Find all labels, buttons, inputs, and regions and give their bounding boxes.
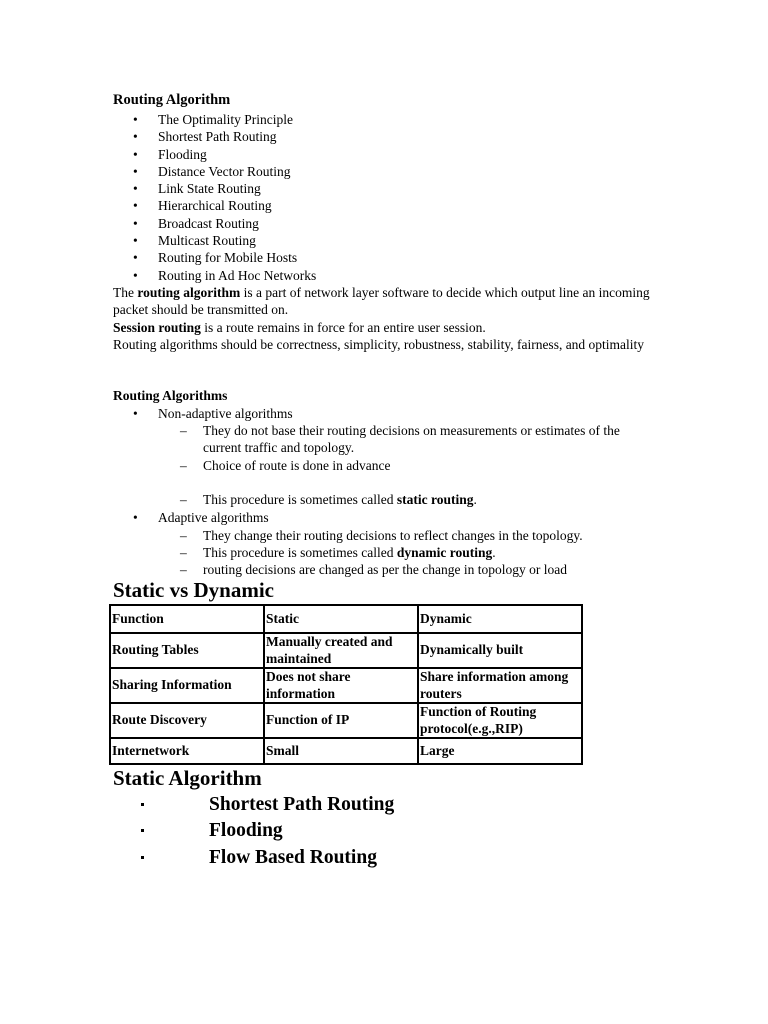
bullet-icon: •	[133, 198, 138, 214]
list-item-text: Routing for Mobile Hosts	[158, 250, 298, 266]
table-cell: Function of Routing protocol(e.g.,RIP)	[418, 703, 582, 738]
sub-item	[180, 457, 650, 474]
sub-item	[180, 544, 650, 561]
paragraph-bold-term: routing algorithm	[137, 285, 241, 300]
table-cell: Large	[418, 738, 582, 764]
sub-item-text: .	[473, 492, 477, 507]
paragraph-routing-definition	[113, 284, 658, 319]
list-item-text: Flooding	[209, 820, 283, 842]
square-bullet-icon	[141, 856, 144, 859]
list-item-text: Flooding	[158, 146, 207, 162]
section-title-routing-algorithms: Routing Algorithms	[113, 388, 228, 403]
sub-item-text: This procedure is sometimes called	[203, 492, 397, 507]
table-header-cell: Function	[110, 605, 264, 633]
table-cell: Routing Tables	[110, 633, 264, 668]
list-item-text: Link State Routing	[158, 181, 261, 197]
section-title-static-algorithm: Static Algorithm	[113, 766, 262, 790]
sub-item-bold-term: static routing	[396, 492, 474, 507]
list-item-text: Shortest Path Routing	[209, 794, 395, 815]
sub-item-text: They change their routing decisions to reflect changes in the topology.	[203, 528, 583, 543]
table-cell: Dynamically built	[418, 633, 582, 668]
list-item	[113, 215, 316, 232]
sub-item	[180, 422, 650, 457]
paragraph-text: The	[113, 285, 138, 300]
sub-item-bold-term: dynamic routing	[396, 545, 493, 560]
list-item-text: Hierarchical Routing	[158, 198, 272, 214]
sub-item-text	[180, 491, 650, 508]
table-cell: Share information among routers	[418, 668, 582, 703]
bullet-icon: •	[133, 215, 138, 231]
bullet-icon: •	[133, 510, 138, 525]
list-item-text: Adaptive algorithms	[158, 510, 269, 525]
paragraph-text: is a part of network layer software to decide which output line an incoming packet should be transmitted on.	[113, 285, 650, 318]
list-item-text: Routing in Ad Hoc Networks	[158, 267, 317, 283]
sub-item-text	[180, 544, 650, 561]
sub-item-text: They do not base their routing decisions on measurements or estimates of the current traffic and topology.	[203, 423, 620, 456]
sub-item-text: This procedure is sometimes called	[203, 545, 397, 560]
paragraph-text: is a route remains in force for an entire user session.	[200, 320, 486, 335]
table-cell: Sharing Information	[110, 668, 264, 703]
bullet-icon: •	[133, 112, 138, 127]
sub-item	[180, 527, 650, 544]
dash-icon: –	[180, 458, 187, 473]
bullet-icon: •	[133, 406, 138, 421]
sub-item-text: Choice of route is done in advance	[203, 458, 391, 473]
list-item	[113, 197, 316, 214]
list-item	[113, 146, 316, 163]
bullet-icon: •	[133, 181, 138, 197]
table-cell: Manually created and maintained	[264, 633, 418, 668]
bullet-icon: •	[133, 146, 138, 162]
bullet-icon: •	[133, 233, 138, 249]
list-item	[113, 232, 316, 249]
list-item-text: Distance Vector Routing	[158, 163, 291, 179]
list-item	[113, 111, 316, 128]
table-row	[110, 668, 582, 703]
bullet-icon: •	[133, 163, 138, 179]
list-item-text: Shortest Path Routing	[158, 129, 277, 145]
table-header-cell: Static	[264, 605, 418, 633]
list-item	[113, 128, 316, 145]
table-cell: Small	[264, 738, 418, 764]
sub-item	[180, 491, 650, 508]
list-item-text: The Optimality Principle	[158, 112, 293, 127]
dash-icon: –	[180, 562, 187, 577]
section-title-routing-algorithm: Routing Algorithm	[113, 92, 231, 108]
table-header-cell: Dynamic	[418, 605, 582, 633]
comparison-table	[109, 604, 583, 765]
square-bullet-icon	[141, 829, 144, 832]
table-cell: Does not share information	[264, 668, 418, 703]
list-item	[113, 267, 316, 284]
sub-item-text: routing decisions are changed as per the change in topology or load	[203, 562, 568, 577]
list-item-text: Multicast Routing	[158, 233, 256, 249]
table-cell: Internetwork	[110, 738, 264, 764]
bullet-icon: •	[133, 267, 138, 283]
list-item-text: Non-adaptive algorithms	[158, 406, 293, 421]
bullet-icon: •	[133, 250, 138, 266]
dash-icon: –	[180, 423, 187, 438]
table-row	[110, 738, 582, 764]
table-row	[110, 633, 582, 668]
routing-topics-list	[113, 111, 316, 284]
paragraph-bold-term: Session routing	[113, 320, 201, 335]
dash-icon: –	[180, 492, 187, 507]
table-cell: Route Discovery	[110, 703, 264, 738]
sub-item-text: .	[492, 545, 496, 560]
list-item-text: Broadcast Routing	[158, 215, 259, 231]
list-item	[113, 163, 316, 180]
table-cell: Function of IP	[264, 703, 418, 738]
list-item	[113, 180, 316, 197]
bullet-icon: •	[133, 129, 138, 145]
dash-icon: –	[180, 545, 187, 560]
paragraph-session-routing	[113, 319, 658, 336]
paragraph-routing-properties: Routing algorithms should be correctness, simplicity, robustness, stability, fairness, and optimality	[113, 337, 645, 352]
table-header-row	[110, 605, 582, 633]
table-row	[110, 703, 582, 738]
list-item-text: Flow Based Routing	[209, 846, 377, 868]
dash-icon: –	[180, 528, 187, 543]
sub-item	[180, 561, 650, 578]
section-title-static-vs-dynamic: Static vs Dynamic	[113, 578, 274, 602]
list-item	[113, 249, 316, 266]
square-bullet-icon	[141, 803, 144, 806]
